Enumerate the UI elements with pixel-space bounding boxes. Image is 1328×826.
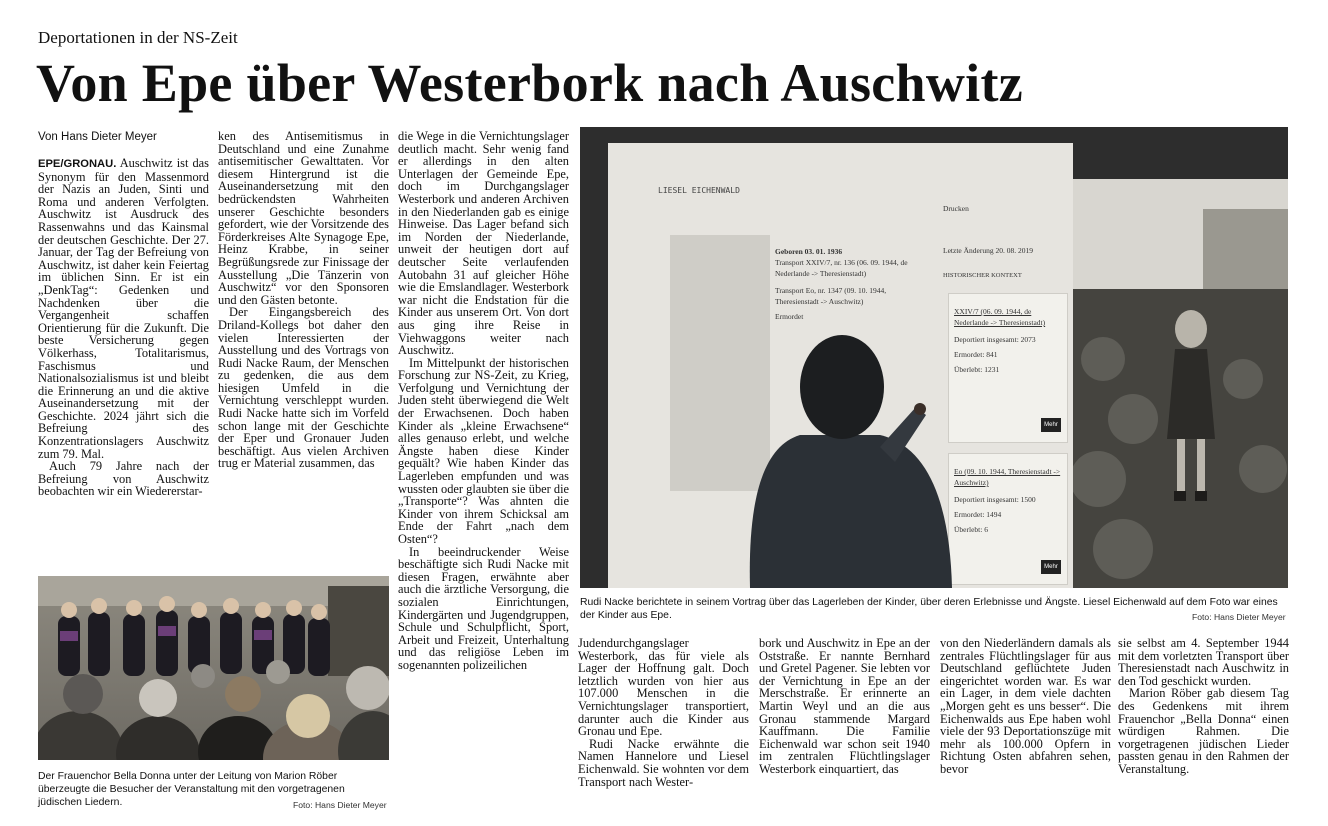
more-button: Mehr [1041,560,1061,574]
more-button: Mehr [1041,418,1061,432]
headline: Von Epe über Westerbork nach Auschwitz [36,53,1024,113]
paragraph: die Wege in die Vernichtungslager deutlich macht. Sehr wenig fand er allerdings in den alten Unterlagen der Gemeinde Epe, doch im Durchgangslager Westerbork und anderen Archiven in den Niederlanden gab es einige Hinweise. Das Lager befand sich im Norden der Niederlande, unweit der heutigen dort auf deutscher Seite verlaufenden Autobahn 31 auf gleicher Höhe wie die Emslandlager. Westerbork war nicht die Endstation für die Kinder aus unserem Ort. Von dort aus ging ihre Reise in Viehwaggons weiter nach Auschwitz. [398,130,569,358]
paragraph: Judendurchgangslager Westerbork, das für viele als Lager der Hoffnung galt. Doch letztlich wurden von hier aus 107.000 Menschen in die Vernichtungslager transportiert, darunter auch die Kinder aus Gronau und Epe. [578,637,749,739]
screen-print-link: Drucken [943,204,969,213]
article-column-4 [578,637,749,815]
dateline: EPE/GRONAU. [38,158,117,170]
speaker-silhouette [730,327,960,588]
screen-details: Geboren 03. 01. 1936 Transport XXIV/7, nr. 136 (06. 09. 1944, de Nederlande -> Theresienstadt) Transport Eo, nr. 1347 (09. 10. 1944, Theresienstadt -> Auschwitz) Ermordet [775,247,908,321]
article-column-7 [1118,637,1289,815]
paragraph: Auschwitz ist das Synonym für den Massenmord der Nazis an Juden, Sinti und Roma und anderen Verfolgten. Auschwitz ist Ausdruck des Rassenwahns und das Kainsmal der deutschen Geschichte. Der 27. Januar, der Tag der Befreiung von Auschwitz, ist daher kein Feiertag im üblichen Sinn. Er ist ein „DenkTag“: Gedenken und Nachdenken über die Vergangenheit schaffen Orientierung für die Zukunft. Die beste Versicherung gegen Völkerhass, Totalitarismus, Faschismus und Nationalsozialismus ist und bleibt die Erinnerung an und die aktive Auseinandersetzung mit der Geschichte. 2024 jährt sich die Befreiung des Konzentrationslagers Auschwitz zum 79. Mal. [38,157,209,461]
article-column-1 [38,157,209,567]
paragraph: bork und Auschwitz in Epe an der Oststraße. Er nannte Bernhard und Gretel Pagener. Sie lebten vor der Vernichtung in Epe an der Merschstraße. Er erinnerte an Martin Weyl und an die aus Gronau stammende Margard Kauffmann. Die Familie Eichenwald war schon seit 1940 im zentralen Flüchtlingslager Westerbork einquartiert, das [759,637,930,776]
article-column-3 [398,130,569,814]
transport-card-1: XXIV/7 (06. 09. 1944, de Nederlande -> Theresienstadt) Deportiert insgesamt: 2073 Ermordet: 841 Überlebt: 1231 Mehr [948,293,1068,443]
main-photo [580,127,1288,588]
paragraph: Der Eingangsbereich des Driland-Kollegs bot daher den vielen Interessierten der Ausstellung und des Vortrags von Rudi Nacke Raum, der Menschen zu gedenken, die aus dem hiesigen Umfeld in die Vernichtung verschleppt wurden. Rudi Nacke hatte sich im Vorfeld schon lange mit der Geschichte der Eper und Gronauer Juden beschäftigt. Aus vielen Archiven trug er Material zusammen, das [218,305,389,471]
paragraph: Auch 79 Jahre nach der Befreiung von Auschwitz beobachten wir ein Wiedererstar- [38,459,209,499]
screen-last-change: Letzte Änderung 20. 08. 2019 HISTORISCHER KONTEXT [943,246,1033,279]
paragraph: von den Niederländern damals als zentrales Flüchtlingslager für aus Deutschland geflüchtete Juden eingerichtet worden war. Es war ein Lager, in dem viele dachten „Morgen geht es uns besser“. Die Eichenwalds aus Epe haben wohl viele der 93 Deportationszüge mit mehr als 100.000 Opfern in Richtung Osten abfahren sehen, bevor [940,637,1111,776]
paragraph: Rudi Nacke erwähnte die Namen Hannelore und Liesel Eichenwald. Sie wohnten vor dem Transport nach Wester- [578,736,749,789]
main-photo-caption: Rudi Nacke berichtete in seinem Vortrag über das Lagerleben der Kinder, über deren Erlebnisse und Ängste. Liesel Eichenwald auf dem Foto war eines der Kinder aus Epe. [580,597,1278,621]
screen-name: LIESEL EICHENWALD [658,186,740,195]
article-column-2 [218,130,389,568]
paragraph: In beeindruckender Weise beschäftigte sich Rudi Nacke mit diesen Fragen, erwähnte aber auch die ärztliche Versorgung, die sozialen Einrichtungen, Kindergärten und Jugendgruppen, Schule und Schulpflicht, Sport, Arbeit und Freizeit, Unterhaltung und das religiöse Leben im sogenannten polizeilichen [398,544,569,672]
choir-photo-credit: Foto: Hans Dieter Meyer [293,800,387,810]
kicker: Deportationen in der NS-Zeit [38,28,238,47]
article-column-6 [940,637,1111,815]
main-photo-credit: Foto: Hans Dieter Meyer [1192,612,1286,622]
transport-card-2: Eo (09. 10. 1944, Theresienstadt -> Auschwitz) Deportiert insgesamt: 1500 Ermordet: 1494 Überlebt: 6 Mehr [948,453,1068,585]
paragraph: Im Mittelpunkt der historischen Forschung zur NS-Zeit, zu Krieg, Verfolgung und Vernichtung der Juden steht überwiegend die Welt der Erwachsenen. Doch haben Kinder als „kleine Erwachsene“ alles genauso erlebt, und welche Ängste haben diese Kinder gequält? Wie haben Kinder das Lagerleben empfunden und was wussten oder glaubten sie über die „Transporte“? Was ahnten die Kinder von ihrem Schicksal am Ende der Fahrt „nach dem Osten“? [398,355,569,546]
choir-photo [38,576,389,760]
choir-photo-caption: Der Frauenchor Bella Donna unter der Leitung von Marion Röber überzeugte die Besucher der Veranstaltung mit den vorgetragenen jüdischen Liedern. [38,771,345,808]
choir-photo-image [38,576,389,760]
paragraph: Marion Röber gab diesem Tag des Gedenkens mit ihrem Frauenchor „Bella Donna“ einen würdigen Rahmen. Die vorgetragenen jüdischen Lieder passten genau in den Rahmen der Veranstaltung. [1118,686,1289,776]
byline: Von Hans Dieter Meyer [38,131,157,143]
paragraph: sie selbst am 4. September 1944 mit dem vorletzten Transport über Theresienstadt nach Auschwitz in den Tod geschickt wurden. [1118,637,1289,688]
article-column-5 [759,637,930,815]
historic-child-photo [1073,179,1288,588]
paragraph: ken des Antisemitismus in Deutschland und eine Zunahme antisemitischer Gewalttaten. Vor diesem Hintergrund ist die Auseinandersetzung mit den bedrückendsten Wahrheiten unserer Geschichte besonders gefordert, wie der Vorsitzende des Förderkreises Alte Synagoge Epe, Heinz Krabbe, in seiner Begrüßungsrede zur Finissage der Ausstellung „Die Tänzerin von Auschwitz“ vor den Sponsoren und den Gästen betonte. [218,130,389,307]
